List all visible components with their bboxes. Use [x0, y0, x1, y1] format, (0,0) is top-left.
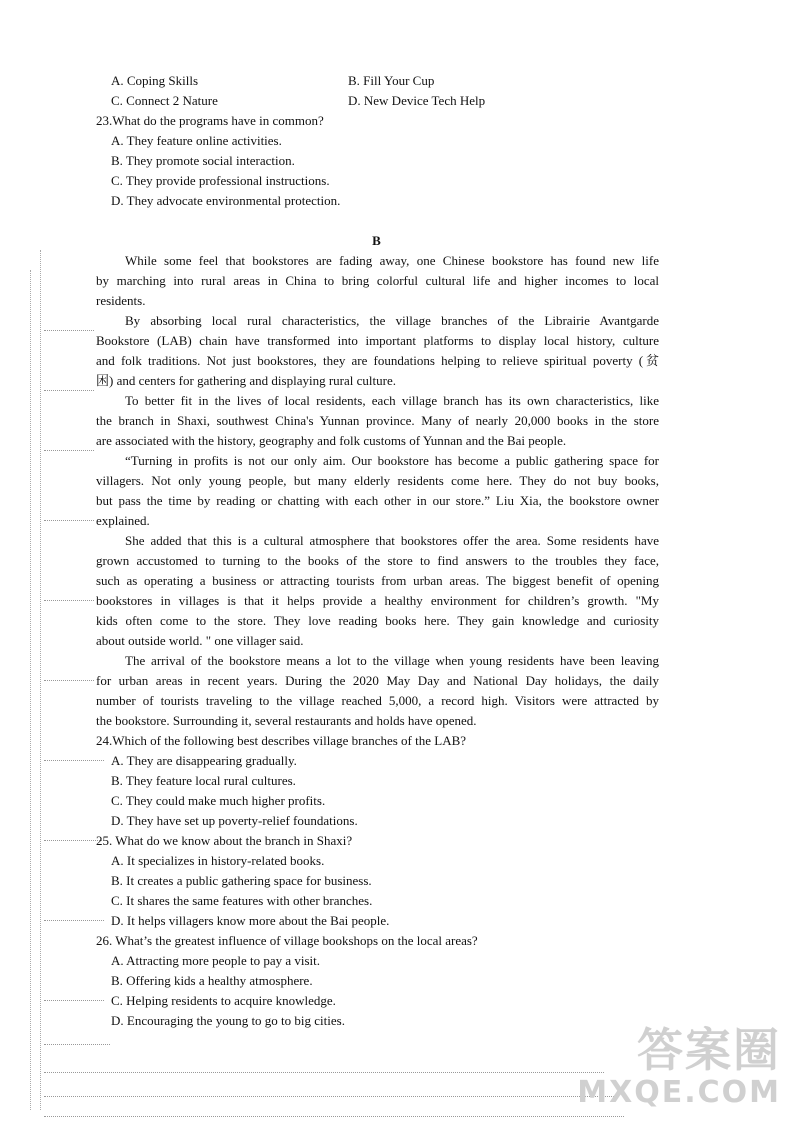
q24-option-b: B. They feature local rural cultures. — [111, 773, 296, 788]
binding-margin-dots — [40, 250, 41, 1110]
passage-line: villagers. Not only young people, but many elderly residents come here. They do not buy books, — [96, 473, 659, 488]
q23-option-c: C. They provide professional instructions. — [111, 173, 330, 188]
q26-option-a: A. Attracting more people to pay a visit. — [111, 953, 321, 968]
q25-option-c: C. It shares the same features with other branches. — [111, 893, 373, 908]
binding-guide-line — [44, 1000, 104, 1001]
binding-guide-line — [44, 680, 94, 681]
passage-line: by marching into rural areas in China to bring colorful cultural life and higher incomes to local — [96, 273, 659, 288]
binding-margin-dots — [30, 270, 31, 1110]
passage-line: the bookstore. Surrounding it, several restaurants and holds have opened. — [96, 713, 477, 728]
q25-stem: 25. What do we know about the branch in Shaxi? — [96, 833, 353, 848]
binding-guide-line — [44, 1044, 110, 1045]
section-heading: B — [372, 233, 381, 248]
q26-option-b: B. Offering kids a healthy atmosphere. — [111, 973, 313, 988]
watermark-logo — [577, 1024, 781, 1110]
binding-guide-line — [44, 1096, 614, 1097]
passage-line: 困) and centers for gathering and displaying rural culture. — [96, 373, 396, 388]
q22-option-a: A. Coping Skills — [111, 73, 199, 88]
q24-option-a: A. They are disappearing gradually. — [111, 753, 297, 768]
q22-option-d: D. New Device Tech Help — [348, 93, 486, 108]
q22-option-c: C. Connect 2 Nature — [111, 93, 218, 108]
passage-line: She added that this is a cultural atmosphere that bookstores offer the area. Some residents have — [125, 533, 659, 548]
binding-guide-line — [44, 920, 104, 921]
passage-line: residents. — [96, 293, 146, 308]
binding-guide-line — [44, 520, 94, 521]
binding-guide-line — [44, 1116, 624, 1117]
binding-guide-line — [44, 330, 94, 331]
passage-line: Bookstore (LAB) chain have transformed into important platforms to display local history, culture — [96, 333, 659, 348]
passage-line: explained. — [96, 513, 150, 528]
binding-guide-line — [44, 390, 94, 391]
passage-line: and folk traditions. Not just bookstores, they are foundations helping to relieve spiritual poverty (贫 — [96, 353, 659, 368]
watermark-cn: 答案圈 — [637, 1023, 781, 1077]
q26-option-d: D. Encouraging the young to go to big cities. — [111, 1013, 345, 1028]
q23-option-b: B. They promote social interaction. — [111, 153, 295, 168]
passage-line: kids often come to the store. They love reading books here. They gain knowledge and curiosity — [96, 613, 659, 628]
binding-guide-line — [44, 1072, 604, 1073]
passage-line: for urban areas in recent years. During the 2020 May Day and National Day holidays, the daily — [96, 673, 659, 688]
passage-line: but pass the time by reading or chatting with each other in our store.” Liu Xia, the bookstore owner — [96, 493, 659, 508]
q24-option-d: D. They have set up poverty-relief foundations. — [111, 813, 358, 828]
binding-guide-line — [44, 600, 94, 601]
binding-guide-line — [44, 450, 94, 451]
q25-option-d: D. It helps villagers know more about the Bai people. — [111, 913, 390, 928]
q25-option-b: B. It creates a public gathering space for business. — [111, 873, 372, 888]
passage-line: such as operating a business or attracting tourists from urban areas. The biggest benefit of opening — [96, 573, 659, 588]
watermark-en: MXQE.COM — [577, 1075, 781, 1110]
binding-guide-line — [44, 760, 104, 761]
passage-line: “Turning in profits is not our only aim. Our bookstore has become a public gathering space for — [125, 453, 659, 468]
passage-line: number of tourists traveling to the village reached 5,000, a record high. Visitors were attracted by — [96, 693, 659, 708]
q26-option-c: C. Helping residents to acquire knowledge. — [111, 993, 336, 1008]
passage-line: about outside world. " one villager said. — [96, 633, 304, 648]
passage-line: grown accustomed to turning to the books of the store to find answers to the troubles they face, — [96, 553, 659, 568]
passage-line: bookstores in villages is that it helps provide a healthy environment for children’s growth. "My — [96, 593, 659, 608]
passage-line: are associated with the history, geography and folk customs of Yunnan and the Bai people. — [96, 433, 567, 448]
q24-stem: 24.Which of the following best describes village branches of the LAB? — [96, 733, 467, 748]
passage-line: The arrival of the bookstore means a lot to the village when young residents have been leaving — [125, 653, 659, 668]
q25-option-a: A. It specializes in history-related books. — [111, 853, 325, 868]
binding-guide-line — [44, 840, 104, 841]
q23-option-a: A. They feature online activities. — [111, 133, 282, 148]
passage-line: While some feel that bookstores are fading away, one Chinese bookstore has found new life — [125, 253, 659, 268]
q24-option-c: C. They could make much higher profits. — [111, 793, 326, 808]
q22-option-b: B. Fill Your Cup — [348, 73, 435, 88]
passage-line: the branch in Shaxi, southwest China's Yunnan province. Many of nearly 20,000 books in the store — [96, 413, 659, 428]
q23-option-d: D. They advocate environmental protection. — [111, 193, 341, 208]
q23-stem: 23.What do the programs have in common? — [96, 113, 324, 128]
passage-line: To better fit in the lives of local residents, each village branch has its own characteristics, like — [125, 393, 659, 408]
passage-line: By absorbing local rural characteristics, the village branches of the Librairie Avantgarde — [125, 313, 659, 328]
q26-stem: 26. What’s the greatest influence of village bookshops on the local areas? — [96, 933, 478, 948]
